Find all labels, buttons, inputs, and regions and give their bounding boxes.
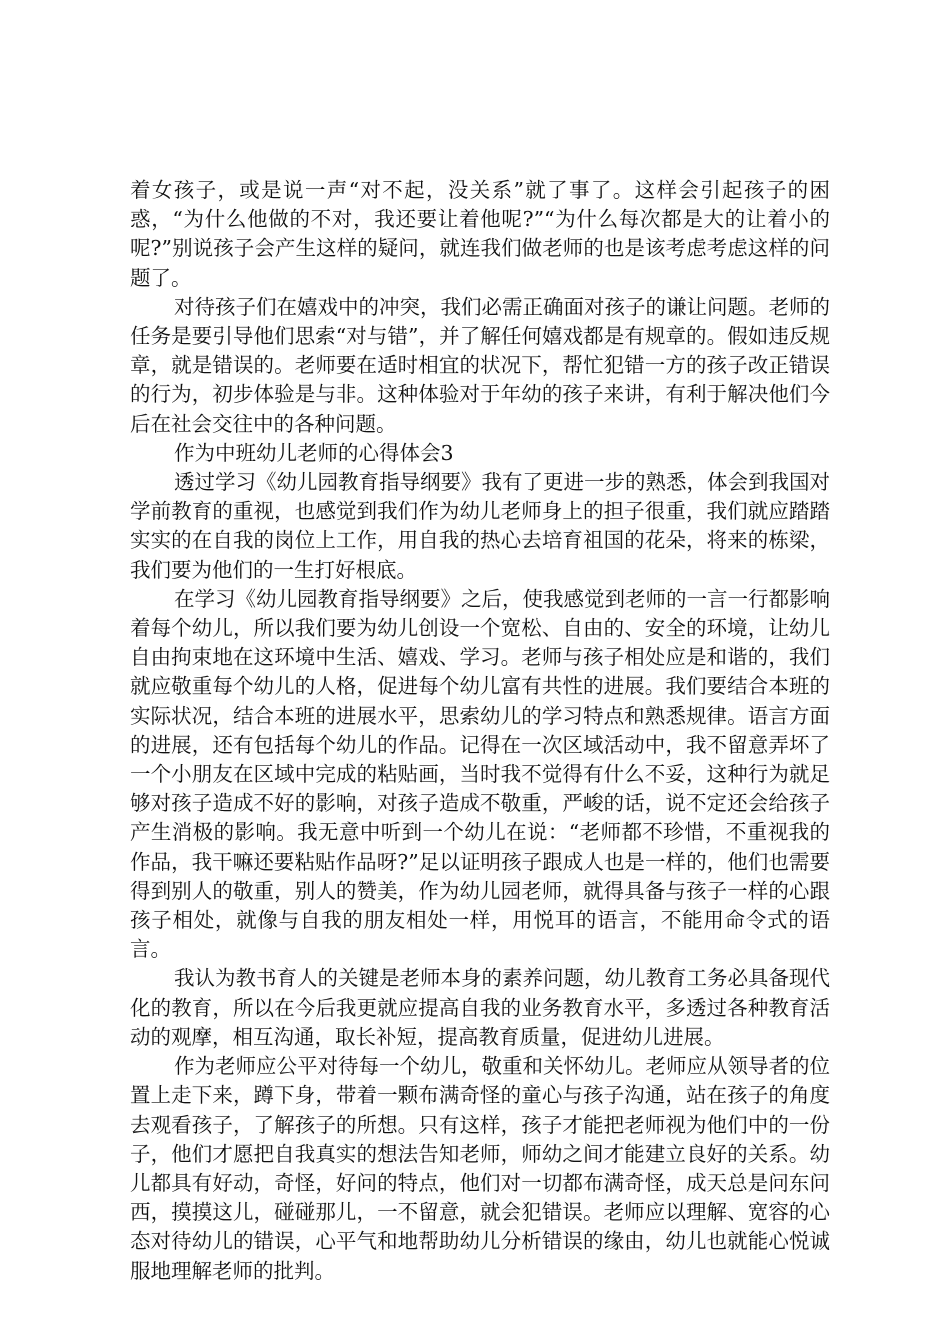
paragraph-study-guidelines: 透过学习《幼儿园教育指导纲要》我有了更进一步的熟悉，体会到我国对学前教育的重视，也感觉到我们作为幼儿老师身上的担子很重，我们就应踏踏实实的在自我的岗位上工作，用自我的热心去培育祖国的花朵，将来的栋梁，我们要为他们的一生打好根底。 <box>130 470 830 582</box>
paragraph-after-study: 在学习《幼儿园教育指导纲要》之后，使我感觉到老师的一言一行都影响着每个幼儿，所以我们要为幼儿创设一个宽松、自由的、安全的环境，让幼儿自由拘束地在这环境中生活、嬉戏、学习。老师与孩子相处应是和谐的，我们就应敬重每个幼儿的人格，促进每个幼儿富有共性的进展。我们要结合本班的实际状况，结合本班的进展水平，思索幼儿的学习特点和熟悉规律。语言方面的进展，还有包括每个幼儿的作品。记得在一次区域活动中，我不留意弄坏了一个小朋友在区域中完成的粘贴画，当时我不觉得有什么不妥，这种行为就足够对孩子造成不好的影响，对孩子造成不敬重，严峻的话，说不定还会给孩子产生消极的影响。我无意中听到一个幼儿在说：“老师都不珍惜，不重视我的作品，我干嘛还要粘贴作品呀?”足以证明孩子跟成人也是一样的，他们也需要得到别人的敬重，别人的赞美，作为幼儿园老师，就得具备与孩子一样的心跟孩子相处，就像与自我的朋友相处一样，用悦耳的语言，不能用命令式的语言。 <box>130 586 830 962</box>
paragraph-treat-fairly: 作为老师应公平对待每一个幼儿，敬重和关怀幼儿。老师应从领导者的位置上走下来，蹲下身，带着一颗布满奇怪的童心与孩子沟通，站在孩子的角度去观看孩子，了解孩子的所想。只有这样，孩子才能把老师视为他们中的一份子，他们才愿把自我真实的想法告知老师，师幼之间才能建立良好的关系。幼儿都具有好动，奇怪，好问的特点，他们对一切都布满奇怪，成天总是问东问西，摸摸这儿，碰碰那儿，一不留意，就会犯错误。老师应以理解、宽容的心态对待幼儿的错误，心平气和地帮助幼儿分析错误的缘由，幼儿也就能心悦诚服地理解老师的批判。 <box>130 1054 830 1283</box>
paragraph-teacher-quality: 我认为教书育人的关键是老师本身的素养问题，幼儿教育工务必具备现代化的教育，所以在今后我更就应提高自我的业务教育水平，多透过各种教育活动的观摩，相互沟通，取长补短，提高教育质量，促进幼儿进展。 <box>130 966 830 1049</box>
paragraph-continuation: 着女孩子，或是说一声“对不起，没关系”就了事了。这样会引起孩子的困惑，“为什么他做的不对，我还要让着他呢?”“为什么每次都是大的让着小的呢?”别说孩子会产生这样的疑问，就连我们做老师的也是该考虑考虑这样的问题了。 <box>130 178 830 290</box>
paragraph-conflict-handling: 对待孩子们在嬉戏中的冲突，我们必需正确面对孩子的谦让问题。老师的任务是要引导他们思索“对与错”，并了解任何嬉戏都是有规章的。假如违反规章，就是错误的。老师要在适时相宜的状况下，帮忙犯错一方的孩子改正错误的行为，初步体验是与非。这种体验对于年幼的孩子来讲，有利于解决他们今后在社会交往中的各种问题。 <box>130 294 830 436</box>
document-body <box>130 176 830 1286</box>
section-heading: 作为中班幼儿老师的心得体会3 <box>174 440 454 465</box>
